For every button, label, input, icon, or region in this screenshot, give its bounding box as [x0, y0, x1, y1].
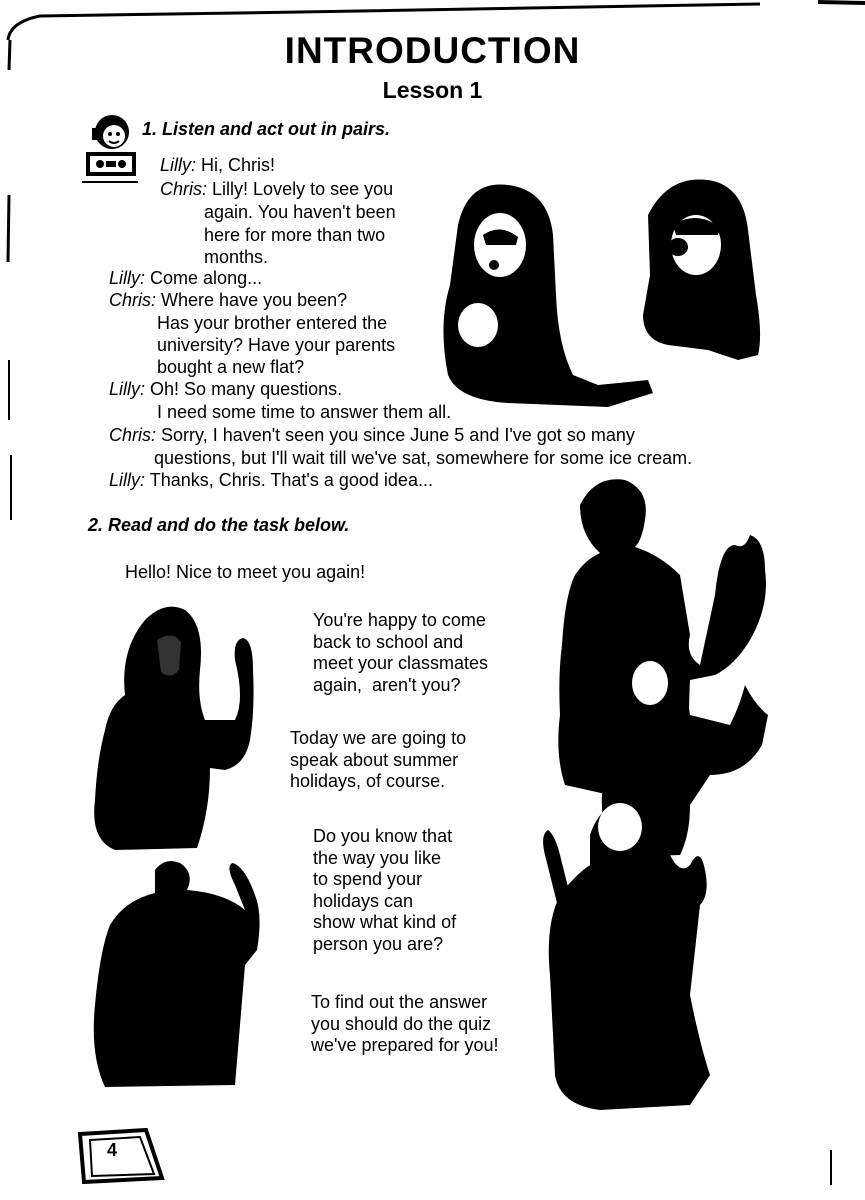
- photo-two-girls: [438, 175, 778, 415]
- speech-paragraph-4: To find out the answer you should do the quiz we've prepared for you!: [311, 992, 499, 1055]
- greeting-text: Hello! Nice to meet you again!: [125, 562, 366, 582]
- dialogue-line: Lilly: Thanks, Chris. That's a good idea...: [109, 470, 433, 490]
- dialogue-line: questions, but I'll wait till we've sat, somewhere for some ice cream.: [154, 448, 693, 468]
- dialogue-line: again. You haven't been: [204, 202, 396, 222]
- dialogue-line: months.: [204, 247, 269, 267]
- dialogue-line: Chris: Where have you been?: [109, 290, 348, 310]
- dialogue-line: university? Have your parents: [157, 335, 396, 355]
- dialogue-line: Lilly: Hi, Chris!: [160, 155, 276, 175]
- lesson-heading: Lesson 1: [382, 77, 483, 103]
- photo-waving-boy: [85, 855, 275, 1095]
- dialogue-line: bought a new flat?: [157, 357, 305, 377]
- dialogue-line: Has your brother entered the: [157, 313, 388, 333]
- dialogue-line: I need some time to answer them all.: [157, 402, 452, 422]
- dialogue-line: Lilly: Oh! So many questions.: [109, 379, 343, 399]
- dialogue-line: Chris: Sorry, I haven't seen you since June 5 and I've got so many: [109, 425, 635, 445]
- task1-label: 1. Listen and act out in pairs.: [142, 119, 391, 139]
- listening-child-icon: [80, 110, 140, 190]
- page-title: INTRODUCTION: [284, 30, 581, 71]
- dialogue-line: Lilly: Come along...: [109, 268, 263, 288]
- photo-group-waving: [540, 475, 775, 1115]
- photo-waving-girl: [85, 600, 280, 860]
- speech-paragraph-3: Do you know that the way you like to spend your holidays can show what kind of person you are?: [313, 826, 457, 954]
- speech-paragraph-2: Today we are going to speak about summer holidays, of course.: [290, 728, 467, 791]
- dialogue-line: Chris: Lilly! Lovely to see you: [160, 179, 394, 199]
- task2-label: 2. Read and do the task below.: [88, 515, 350, 535]
- page-number: 4: [107, 1140, 118, 1160]
- speech-paragraph-1: You're happy to come back to school and meet your classmates again, aren't you?: [313, 610, 489, 695]
- book-icon: [76, 1128, 166, 1184]
- dialogue-line: here for more than two: [204, 225, 386, 245]
